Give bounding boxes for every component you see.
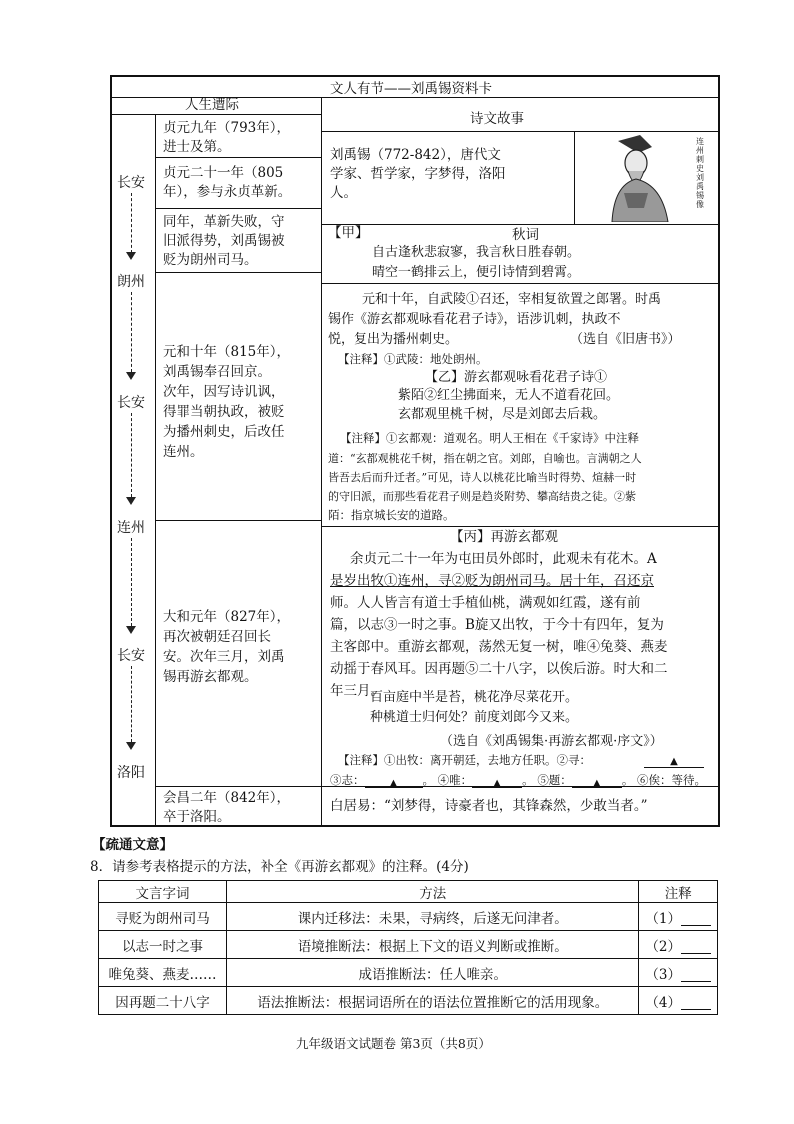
portrait-caption: 连州刺史刘禹锡像 xyxy=(696,137,704,209)
dashed-arrow xyxy=(131,666,132,742)
column-header-left: 人生遭际 xyxy=(185,97,239,113)
event-cell: 大和元年（827年）， 再次被朝廷召回长 安。次年三月，刘禹 锡再游玄都观。 xyxy=(163,609,291,685)
bing-line: 余贞元二十一年为屯田员外郎时，此观未有花木。A xyxy=(350,551,657,567)
column-header-right: 诗文故事 xyxy=(470,111,524,127)
yi-note: 道：“玄都观桃花千树，指在朝之官。刘郎，自喻也。言满朝之人 xyxy=(328,452,642,465)
divider xyxy=(155,272,321,273)
table-row xyxy=(99,987,718,1015)
divider xyxy=(321,131,719,132)
yi-note: 陌：指京城长安的道路。 xyxy=(328,508,455,522)
yi-line: 玄都观里桃千树，尽是刘郎去后栽。 xyxy=(398,407,607,422)
divider xyxy=(155,520,321,521)
answer-blank[interactable]: ▲ xyxy=(472,775,522,788)
table-row xyxy=(99,931,718,959)
table-row xyxy=(99,903,718,931)
city-label: 长安 xyxy=(117,395,145,411)
arrowhead-icon xyxy=(126,742,136,750)
answer-cell[interactable]: （3） xyxy=(639,959,718,987)
divider xyxy=(321,526,719,527)
bing-line: 年三月。 xyxy=(330,683,384,699)
jia-line: 晴空一鹤排云上，便引诗情到碧霄。 xyxy=(372,265,581,280)
table-cell: 语境推断法：根据上下文的语义判断或推断。 xyxy=(227,931,639,959)
table-cell: 寻贬为朗州司马 xyxy=(99,903,227,931)
event-cell: 同年，革新失败，守 旧派得势，刘禹锡被 贬为朗州司马。 xyxy=(163,214,285,268)
jia-title: 秋词 xyxy=(512,227,539,243)
table-header: 文言字词 xyxy=(99,881,227,903)
yi-intro-line: 悦，复出为播州刺史。 xyxy=(328,332,459,347)
yi-line: 紫陌②红尘拂面来，无人不道看花回。 xyxy=(398,388,620,403)
divider xyxy=(155,208,321,209)
table-cell: 唯兔葵、燕麦…… xyxy=(99,959,227,987)
event-cell: 会昌二年（842年）， 卒于洛阳。 xyxy=(163,790,291,825)
answer-cell[interactable]: （1） xyxy=(639,903,718,931)
bing-line: 篇，以志③一时之事。B旋又出牧，于今十有四年，复为 xyxy=(330,617,664,633)
bing-source: （选自《刘禹锡集·再游玄都观·序文》） xyxy=(440,734,663,749)
yi-note: 【注释】①玄都观：道观名。明人王相在《千家诗》中注释 xyxy=(340,431,639,445)
yi-intro-source: （选自《旧唐书》） xyxy=(570,332,681,347)
arrowhead-icon xyxy=(126,497,136,505)
bai-quote: 白居易：“刘梦得，诗豪者也，其锋森然，少敢当者。” xyxy=(330,798,648,814)
dashed-arrow xyxy=(131,193,132,253)
event-cell: 贞元二十一年（805 年），参与永贞革新。 xyxy=(163,165,292,200)
arrowhead-icon xyxy=(126,252,136,260)
bing-line: 师。人人皆言有道士手植仙桃，满观如红霞，遂有前 xyxy=(330,595,641,611)
dashed-arrow xyxy=(131,292,132,372)
jia-line: 自古逢秋悲寂寥，我言秋日胜春朝。 xyxy=(372,245,581,260)
table-cell: 语法推断法：根据词语所在的语法位置推断它的活用现象。 xyxy=(227,987,639,1015)
arrowhead-icon xyxy=(126,626,136,634)
event-cell: 元和十年（815年）， 刘禹锡奉召回京。 次年，因写诗讥讽， 得罪当朝执政，被贬 为播州刺史，后改任 连州。 xyxy=(163,344,291,460)
dashed-arrow xyxy=(131,538,132,626)
page-footer: 九年级语文试题卷 第3页（共8页） xyxy=(296,1036,491,1051)
divider xyxy=(155,157,321,158)
yi-intro-line: 锡作《游玄都观咏看花君子诗》，语涉讥刺，执政不 xyxy=(328,312,621,327)
bing-note: ③志： ▲ 。 ④唯： ▲ 。 ⑤题： ▲ 。 ⑥俟：等待。 xyxy=(330,773,706,789)
table-cell: 成语推断法：任人唯亲。 xyxy=(227,959,639,987)
table-header: 方法 xyxy=(227,881,639,903)
bing-title: 【丙】再游玄都观 xyxy=(450,529,558,545)
answer-blank[interactable]: ▲ xyxy=(365,775,423,788)
bing-line: 是岁出牧①连州，寻②贬为朗州司马。居十年，召还京 xyxy=(330,573,654,589)
table-header: 注释 xyxy=(639,881,718,903)
table-row xyxy=(99,959,718,987)
divider xyxy=(111,114,321,115)
answer-blank[interactable]: ▲ xyxy=(644,757,704,768)
yi-note: 皆吾去后而升迁者。”可见，诗人以桃花比喻当时得势、煊赫一时 xyxy=(328,471,637,484)
city-label: 连州 xyxy=(117,520,145,536)
answer-cell[interactable]: （2） xyxy=(639,931,718,959)
divider xyxy=(321,224,719,225)
divider xyxy=(155,114,156,825)
yi-intro-note: 【注释】①武陵：地处朗州。 xyxy=(338,352,488,366)
city-label: 朗州 xyxy=(117,274,145,290)
bing-poem-line: 种桃道士归何处？前度刘郎今又来。 xyxy=(370,710,579,725)
table-cell: 课内迁移法：未果，寻病终，后遂无问津者。 xyxy=(227,903,639,931)
section-heading: 【疏通文意】 xyxy=(92,837,173,853)
bing-note: 【注释】①出牧：离开朝廷，去地方任职。②寻： xyxy=(338,753,591,767)
bing-line: 动摇于春风耳。因再题⑤二十八字，以俟后游。时大和二 xyxy=(330,661,668,677)
yi-intro-line: 元和十年，自武陵①召还，宰相复欲置之郎署。时禹 xyxy=(362,292,662,307)
yi-note: 的守旧派，而那些看花君子则是趋炎附势、攀高结贵之徒。②紫 xyxy=(328,490,636,503)
divider xyxy=(574,131,575,224)
yi-title: 【乙】游玄都观咏看花君子诗① xyxy=(425,370,608,385)
answer-blank[interactable]: ▲ xyxy=(572,775,622,788)
city-label: 长安 xyxy=(117,648,145,664)
answer-table xyxy=(98,880,718,1015)
divider xyxy=(321,283,719,284)
city-label: 长安 xyxy=(117,175,145,191)
table-cell: 因再题二十八字 xyxy=(99,987,227,1015)
question-text: 8．请参考表格提示的方法，补全《再游玄都观》的注释。(4分) xyxy=(90,859,469,875)
bio-text: 刘禹锡（772-842），唐代文 学家、哲学家，字梦得，洛阳 人。 xyxy=(330,147,506,201)
city-label: 洛阳 xyxy=(117,765,145,781)
jia-tag: 【甲】 xyxy=(328,225,369,241)
arrowhead-icon xyxy=(126,372,136,380)
bing-line: 主客郎中。重游玄都观，荡然无复一树，唯④兔葵、燕麦 xyxy=(330,639,668,655)
table-cell: 以志一时之事 xyxy=(99,931,227,959)
event-cell: 贞元九年（793年）， 进士及第。 xyxy=(163,120,291,155)
answer-cell[interactable]: （4） xyxy=(639,987,718,1015)
divider xyxy=(155,786,321,787)
portrait-image xyxy=(578,133,716,222)
divider xyxy=(321,97,322,825)
dashed-arrow xyxy=(131,413,132,497)
card-title: 文人有节——刘禹锡资料卡 xyxy=(330,81,492,97)
bing-poem-line: 百亩庭中半是苔，桃花净尽菜花开。 xyxy=(370,690,579,705)
